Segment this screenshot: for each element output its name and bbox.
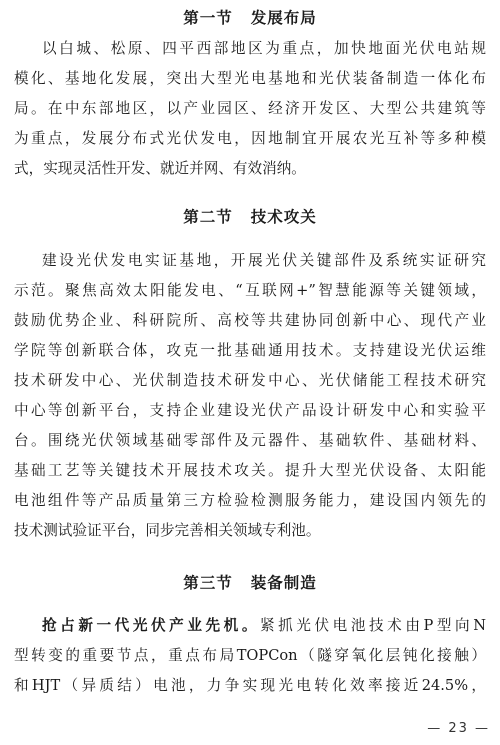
section-3-line-3: 和HJT（异质结）电池，力争实现光电转化效率接近24.5%， <box>14 677 486 694</box>
section-2-line-10: 技术测试验证平台，同步完善相关领域专利池。 <box>14 522 321 539</box>
section-3-number: 第三节 <box>183 574 233 592</box>
section-2-line-2: 示范。聚焦高效太阳能发电、“互联网+”智慧能源等关键领域， <box>14 282 486 299</box>
section-2-heading <box>0 207 500 227</box>
section-3-heading <box>0 573 500 593</box>
section-1-line-4: 为重点，发展分布式光伏发电，因地制宜开展农光互补等多种模 <box>14 130 486 147</box>
section-3-line-1 <box>42 616 486 636</box>
section-2-line-6: 中心等创新平台，支持企业建设光伏产品设计研发中心和实验平 <box>14 402 486 419</box>
section-1-line-2: 模化、基地化发展，突出大型光电基地和光伏装备制造一体化布 <box>14 70 486 87</box>
section-2-line-7: 台。围绕光伏领域基础零部件及元器件、基础软件、基础材料、 <box>14 432 486 449</box>
section-1-number: 第一节 <box>183 9 233 27</box>
section-2-line-4: 学院等创新联合体，攻克一批基础通用技术。支持建设光伏运维 <box>14 342 486 359</box>
section-1-title: 发展布局 <box>250 9 317 27</box>
section-3-lead: 抢占新一代光伏产业先机。 <box>42 617 260 634</box>
section-2-line-3: 鼓励优势企业、科研院所、高校等共建协同创新中心、现代产业 <box>14 312 486 329</box>
section-2-title: 技术攻关 <box>250 208 317 226</box>
page-number: — 23 — <box>427 721 490 736</box>
section-2-line-9: 电池组件等产品质量第三方检验检测服务能力，建设国内领先的 <box>14 492 486 509</box>
section-2-line-8: 基础工艺等关键技术开展技术攻关。提升大型光伏设备、太阳能 <box>14 462 486 479</box>
section-1-line-5: 式，实现灵活性开发、就近并网、有效消纳。 <box>14 160 306 177</box>
section-2-line-1: 建设光伏发电实证基地，开展光伏关键部件及系统实证研究 <box>42 252 486 269</box>
section-1-line-1: 以白城、松原、四平西部地区为重点，加快地面光伏电站规 <box>42 40 486 57</box>
section-2-line-5: 技术研发中心、光伏制造技术研发中心、光伏储能工程技术研究 <box>14 372 486 389</box>
section-1-heading <box>0 8 500 28</box>
section-3-title: 装备制造 <box>250 574 317 592</box>
section-1-line-3: 局。在中东部地区，以产业园区、经济开发区、大型公共建筑等 <box>14 100 486 117</box>
section-3-line-1-text: 紧抓光伏电池技术由P型向N <box>260 617 486 634</box>
section-2-number: 第二节 <box>183 208 233 226</box>
section-3-line-2: 型转变的重要节点，重点布局TOPCon（隧穿氧化层钝化接触） <box>14 647 486 664</box>
